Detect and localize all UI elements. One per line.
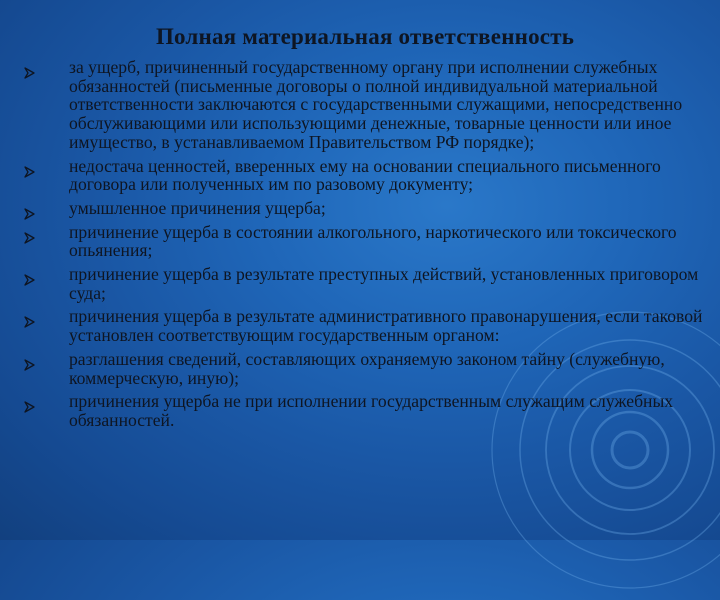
- list-item: [0, 58, 720, 152]
- bullet-text: причинение ущерба в результате преступных действий, установленных приговором суда;: [69, 264, 699, 303]
- list-item: [0, 350, 720, 387]
- arrow-bullet-icon: [24, 67, 35, 79]
- bullet-text: причинения ущерба не при исполнении государственным служащим служебных обязанностей.: [69, 391, 674, 430]
- list-item: [0, 157, 720, 194]
- arrow-bullet-icon: [24, 316, 35, 328]
- bullet-text: причинение ущерба в состоянии алкогольного, наркотического или токсического опьянения;: [69, 221, 677, 261]
- list-item: [0, 307, 720, 344]
- bullet-text: недостача ценностей, вверенных ему на основании специального письменного договора или полученных им по разовому документу;: [69, 155, 661, 195]
- arrow-bullet-icon: [24, 359, 35, 371]
- list-item: [0, 392, 720, 429]
- arrow-bullet-icon: [24, 166, 35, 178]
- list-item: [0, 265, 720, 302]
- list-item: [0, 223, 720, 260]
- slide-title: Полная материальная ответственность: [155, 24, 575, 49]
- bullet-list: [0, 58, 720, 435]
- arrow-bullet-icon: [24, 208, 35, 220]
- list-item: [0, 199, 720, 218]
- bullet-text: за ущерб, причиненный государственному органу при исполнении служебных обязанностей (письменные договоры о полной индивидуальной материальной ответственности заключаются с государственными служащими, непосредственно обслуживающими или использующими денежные, товарные ценности или иное имущество, в устанавливаемом Правительством РФ порядке);: [69, 57, 683, 152]
- bullet-text: причинения ущерба в результате административного правонарушения, если таковой установлен соответствующим государственным органом:: [69, 306, 703, 346]
- arrow-bullet-icon: [24, 274, 35, 286]
- bullet-text: умышленное причинения ущерба;: [69, 197, 326, 218]
- bullet-text: разглашения сведений, составляющих охраняемую законом тайну (служебную, коммерческую, иную);: [69, 348, 665, 388]
- arrow-bullet-icon: [24, 401, 35, 413]
- arrow-bullet-icon: [24, 232, 35, 244]
